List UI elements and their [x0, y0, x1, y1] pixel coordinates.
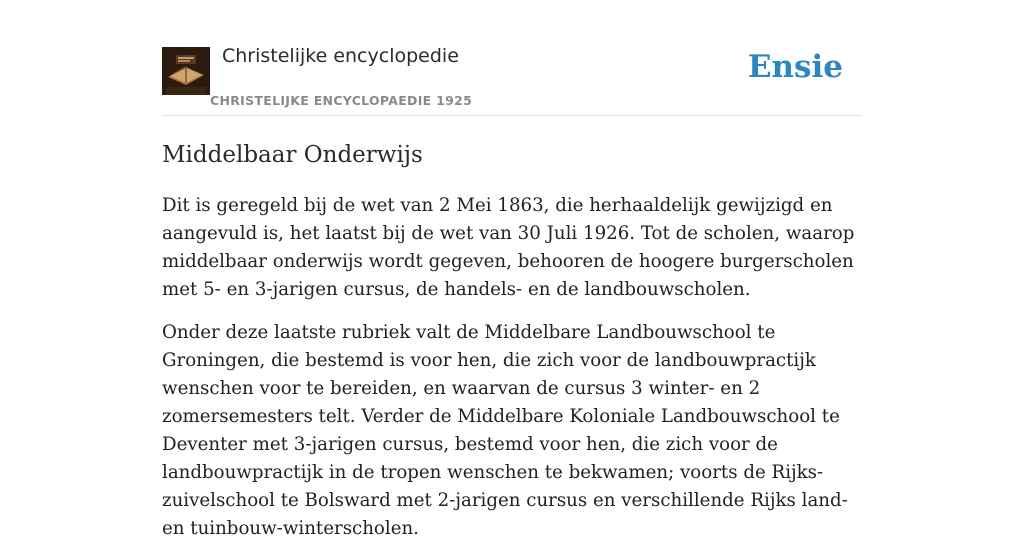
header: [162, 0, 862, 116]
avatar[interactable]: [162, 47, 210, 95]
article-title: Middelbaar Onderwijs: [162, 142, 423, 168]
site-subtitle[interactable]: CHRISTELIJKE ENCYCLOPAEDIE 1925: [210, 93, 473, 108]
brand-logo[interactable]: Ensie: [747, 49, 843, 85]
article-paragraph: Onder deze laatste rubriek valt de Middelbare Landbouwschool te Groningen, die bestemd is voor hen, die zich voor de landbouwpractijk wenschen voor te bereiden, en waarvan de cursus 3 winter- en 2 zomersemesters telt. Verder de Middelbare Koloniale Landbouwschool te Deventer met 3-jarigen cursus, bestemd voor hen, die zich voor de landbouwpractijk in de tropen wenschen te bekwamen; voorts de Rijks-zuivelschool te Bolsward met 2-jarigen cursus en verschillende Rijks land- en tuinbouw-winterscholen.: [162, 322, 848, 539]
article-paragraph: Dit is geregeld bij de wet van 2 Mei 1863, die herhaaldelijk gewijzigd en aangevuld is, het laatst bij de wet van 30 Juli 1926. Tot de scholen, waarop middelbaar onderwijs wordt gegeven, behooren de hoogere burgerscholen met 5- en 3-jarigen cursus, de handels- en de landbouwscholen.: [162, 195, 855, 300]
article: [162, 138, 874, 543]
book-image-icon: [162, 47, 210, 95]
site-title[interactable]: Christelijke encyclopedie: [222, 45, 459, 67]
